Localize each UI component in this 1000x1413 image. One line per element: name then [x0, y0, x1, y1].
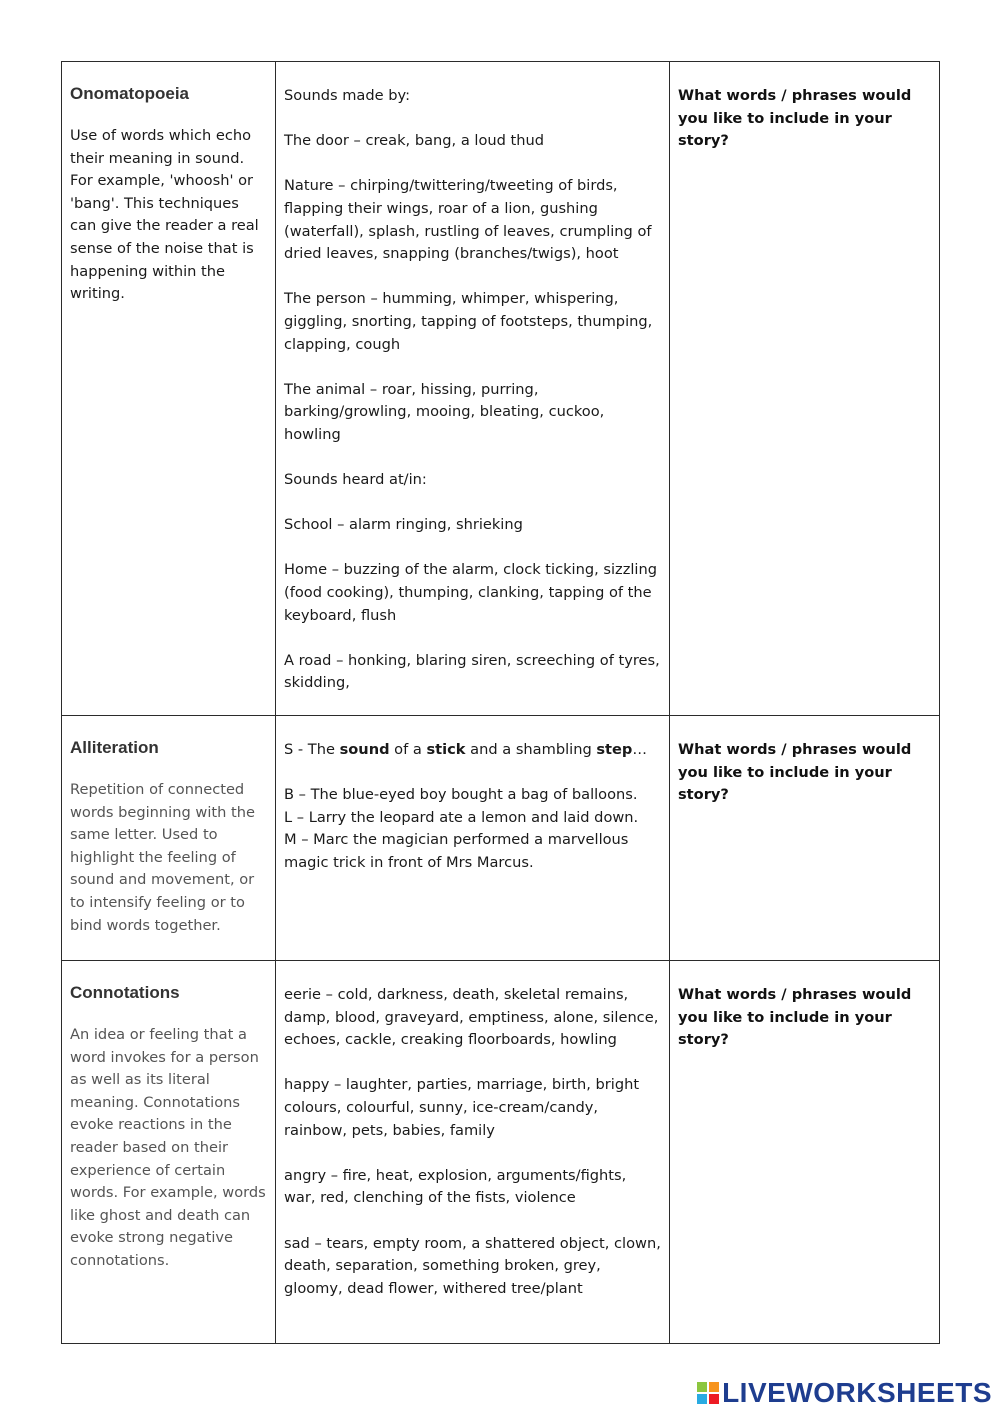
answer-prompt: What words / phrases would you like to include in your story?	[678, 741, 912, 804]
example-line: The animal – roar, hissing, purring, barking/growling, mooing, bleating, cuckoo, howling	[284, 380, 605, 443]
answer-prompt: What words / phrases would you like to include in your story?	[678, 87, 912, 150]
example-line: Sounds made by:	[284, 87, 410, 104]
table-row	[62, 961, 940, 1344]
term-definition: Repetition of connected words beginning with the same letter. Used to highlight the feeling of sound and movement, or to intensify feeling or to bind words together.	[70, 781, 255, 934]
lead-bold: step	[596, 741, 633, 758]
answer-cell[interactable]	[670, 62, 940, 716]
example-line: B – The blue-eyed boy bought a bag of balloons.	[284, 786, 638, 804]
example-line: sad – tears, empty room, a shattered object, clown, death, separation, something broken, grey, gloomy, dead flower, withered tree/plant	[284, 1234, 661, 1297]
table-row	[62, 716, 940, 961]
term-definition: Use of words which echo their meaning in sound. For example, 'whoosh' or 'bang'. This techniques can give the reader a real sense of the noise that is happening within the writing.	[70, 127, 259, 303]
example-line: School – alarm ringing, shrieking	[284, 516, 523, 534]
liveworksheets-logo	[697, 1376, 992, 1410]
example-line: L – Larry the leopard ate a lemon and laid down.	[284, 808, 639, 826]
lead-text: of a	[389, 741, 427, 758]
example-line: Home – buzzing of the alarm, clock ticking, sizzling (food cooking), thumping, clanking, tapping of the keyboard, flush	[284, 561, 658, 624]
answer-cell[interactable]	[670, 716, 940, 961]
examples-cell	[276, 716, 670, 961]
examples-cell	[276, 62, 670, 716]
term-heading: Alliteration	[70, 738, 159, 757]
lead-text: …	[632, 741, 647, 758]
example-line: Nature – chirping/twittering/tweeting of birds, flapping their wings, roar of a lion, gushing (waterfall), splash, rustling of leaves, crumpling of dried leaves, snapping (branches/twigs), hoot	[284, 177, 652, 263]
example-line: M – Marc the magician performed a marvellous magic trick in front of Mrs Marcus.	[284, 831, 629, 871]
example-line: The person – humming, whimper, whispering, giggling, snorting, tapping of footsteps, thumping, clapping, cough	[284, 290, 653, 353]
term-cell	[62, 716, 276, 961]
examples-cell	[276, 961, 670, 1344]
answer-cell[interactable]	[670, 961, 940, 1344]
term-definition: An idea or feeling that a word invokes for a person as well as its literal meaning. Connotations evoke reactions in the reader based on their experience of certain words. For example, words like ghost and death can evoke strong negative connotations.	[70, 1026, 266, 1269]
logo-mark-icon	[697, 1382, 719, 1404]
term-cell	[62, 961, 276, 1344]
lead-bold: stick	[426, 741, 466, 758]
techniques-table	[61, 61, 940, 1344]
lead-text: and a shambling	[465, 741, 597, 758]
term-cell	[62, 62, 276, 716]
example-line-lead	[284, 739, 661, 762]
answer-prompt: What words / phrases would you like to include in your story?	[678, 986, 912, 1049]
logo-text: LIVEWORKSHEETS	[722, 1377, 992, 1408]
table-row	[62, 62, 940, 716]
example-line: eerie – cold, darkness, death, skeletal remains, damp, blood, graveyard, emptiness, alone, silence, echoes, cackle, creaking floorboards, howling	[284, 986, 659, 1049]
term-heading: Onomatopoeia	[70, 84, 190, 103]
example-line: angry – fire, heat, explosion, arguments/fights, war, red, clenching of the fists, violence	[284, 1166, 627, 1207]
example-line: The door – creak, bang, a loud thud	[284, 132, 545, 150]
term-heading: Connotations	[70, 983, 180, 1002]
lead-text: S - The	[284, 741, 340, 758]
lead-bold: sound	[339, 741, 390, 758]
example-line: Sounds heard at/in:	[284, 471, 427, 489]
example-line: happy – laughter, parties, marriage, birth, bright colours, colourful, sunny, ice-cream/candy, rainbow, pets, babies, family	[284, 1076, 640, 1139]
example-line: A road – honking, blaring siren, screeching of tyres, skidding,	[284, 651, 660, 692]
